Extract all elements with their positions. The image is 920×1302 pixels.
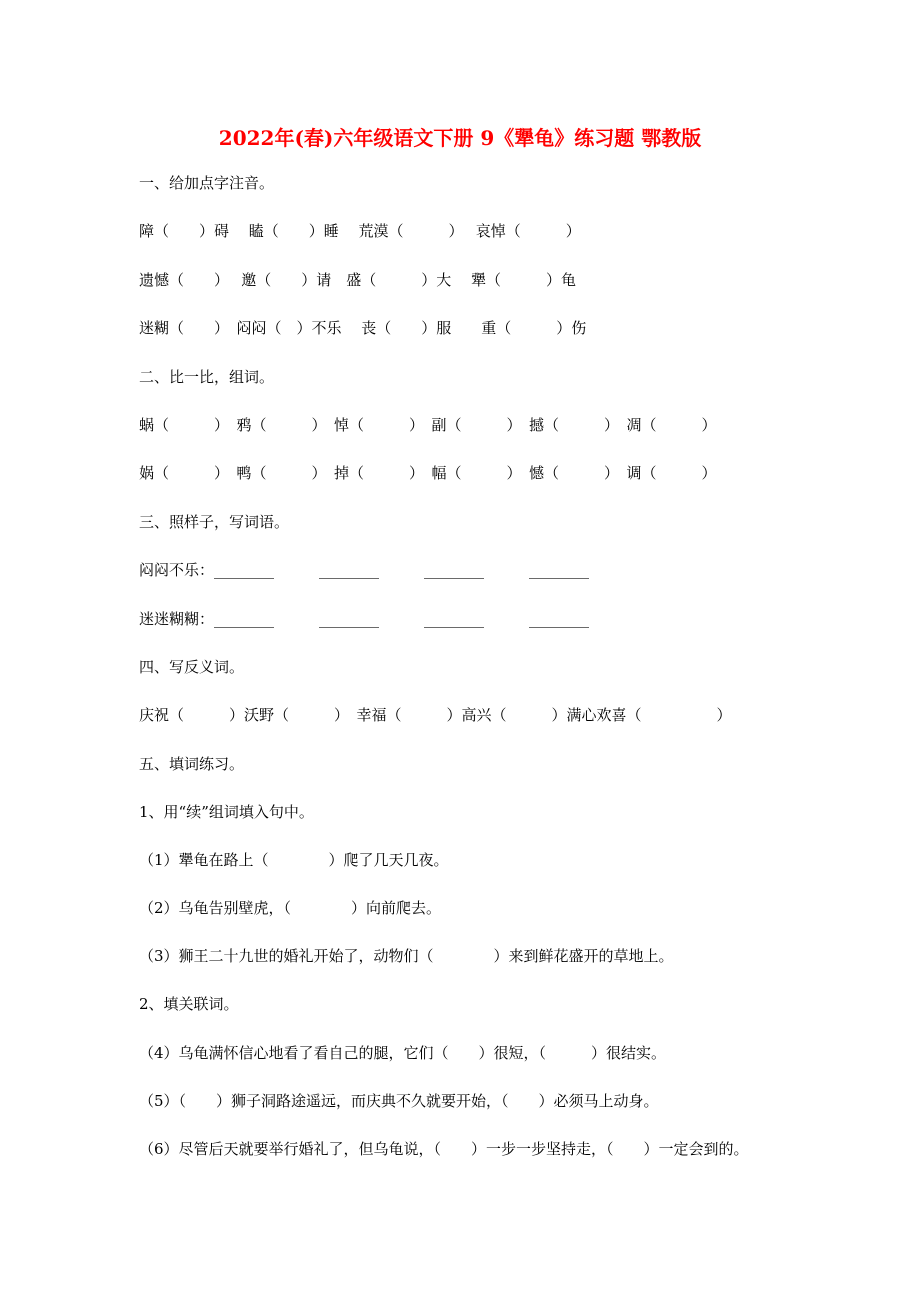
compare-row-2: 娲（ ） 鸭（ ） 掉（ ） 幅（ ） 憾（ ） 调（ ）	[139, 464, 717, 482]
fill-sentence-6: （6）尽管后天就要举行婚礼了，但乌龟说，（ ）一步一步坚持走，（ ）一定会到的。	[139, 1140, 749, 1158]
section-heading-3: 三、照样子，写词语。	[139, 513, 290, 531]
fill-sentence-5: （5）（ ）狮子洞路途遥远，而庆典不久就要开始，（ ）必须马上动身。	[139, 1092, 659, 1110]
section-heading-4: 四、写反义词。	[139, 658, 245, 676]
section-heading-5: 五、填词练习。	[139, 755, 245, 773]
section-heading-2: 二、比一比，组词。	[139, 368, 275, 386]
pinyin-row-3: 迷糊（ ） 闷闷（ ）不乐 丧（ ）服 重（ ）伤	[139, 319, 587, 337]
pinyin-row-2: 遗憾（ ） 邀（ ）请 盛（ ）大 犟（ ）龟	[139, 271, 577, 289]
fill-sentence-3: （3）狮王二十九世的婚礼开始了，动物们（ ）来到鲜花盛开的草地上。	[139, 947, 674, 965]
pinyin-row-1: 障（ ）碍 瞌（ ）睡 荒漠（ ） 哀悼（ ）	[139, 222, 581, 240]
compare-row-1: 蜗（ ） 鸦（ ） 悼（ ） 副（ ） 撼（ ） 凋（ ）	[139, 416, 717, 434]
fill-sentence-4: （4）乌龟满怀信心地看了看自己的腿，它们（ ）很短，（ ）很结实。	[139, 1044, 667, 1062]
antonym-row: 庆祝（ ）沃野（ ） 幸福（ ）高兴（ ）满心欢喜（ ）	[139, 706, 732, 724]
subsection-heading-1: 1、用“续”组词填入句中。	[139, 803, 314, 821]
pattern-row-2: 迷迷糊糊：________ ________ ________ ________	[139, 610, 590, 628]
fill-sentence-1: （1）犟龟在路上（ ）爬了几天几夜。	[139, 851, 449, 869]
pattern-row-1: 闷闷不乐：________ ________ ________ ________	[139, 561, 590, 579]
section-heading-1: 一、给加点字注音。	[139, 174, 275, 192]
page-title: 2022年(春)六年级语文下册 9《犟龟》练习题 鄂教版	[218, 126, 702, 150]
fill-sentence-2: （2）乌龟告别壁虎，（ ）向前爬去。	[139, 899, 442, 917]
subsection-heading-2: 2、填关联词。	[139, 995, 239, 1013]
